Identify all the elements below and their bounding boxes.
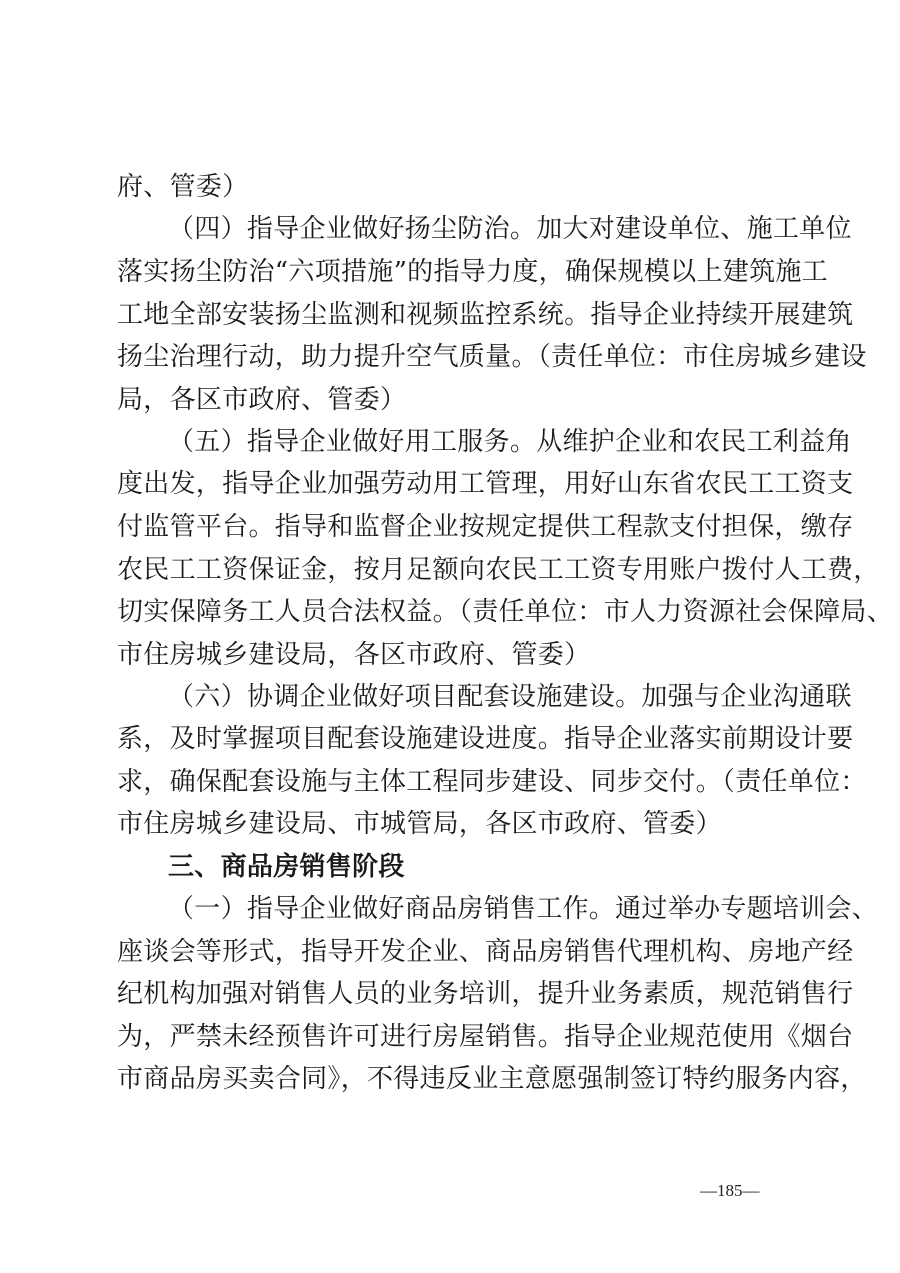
text-line: （六）协调企业做好项目配套设施建设。加强与企业沟通联 [168, 682, 852, 712]
section-heading: 三、商品房销售阶段 [168, 852, 405, 882]
text-line: 府、管委） [117, 172, 249, 202]
text-line: （四）指导企业做好扬尘防治。加大对建设单位、施工单位 [168, 214, 852, 244]
text-line: 付监管平台。指导和监督企业按规定提供工程款支付担保，缴存 [117, 512, 854, 542]
text-line: 为，严禁未经预售许可进行房屋销售。指导企业规范使用《烟台 [117, 1022, 854, 1052]
text-line: 落实扬尘防治“六项措施”的指导力度，确保规模以上建筑施工 [117, 257, 828, 287]
text-line: 农民工工资保证金，按月足额向农民工工资专用账户拨付人工费， [117, 555, 880, 585]
text-line: 市商品房买卖合同》，不得违反业主意愿强制签订特约服务内容， [117, 1064, 867, 1094]
text-line: 求，确保配套设施与主体工程同步建设、同步交付。（责任单位： [117, 767, 867, 797]
text-line: 市住房城乡建设局，各区市政府、管委） [117, 640, 591, 670]
text-line: 工地全部安装扬尘监测和视频监控系统。指导企业持续开展建筑 [117, 300, 854, 330]
text-line: （五）指导企业做好用工服务。从维护企业和农民工利益角 [168, 427, 852, 457]
text-line: 座谈会等形式，指导开发企业、商品房销售代理机构、房地产经 [117, 937, 854, 967]
text-line: 度出发，指导企业加强劳动用工管理，用好山东省农民工工资支 [117, 469, 854, 499]
text-line: 局，各区市政府、管委） [117, 385, 407, 415]
page-number: —185— [700, 1181, 760, 1200]
text-line: 扬尘治理行动，助力提升空气质量。（责任单位：市住房城乡建设 [117, 342, 867, 372]
text-line: 市住房城乡建设局、市城管局，各区市政府、管委） [117, 809, 722, 839]
text-line: 切实保障务工人员合法权益。（责任单位：市人力资源社会保障局、 [117, 597, 894, 627]
text-line: （一）指导企业做好商品房销售工作。通过举办专题培训会、 [168, 894, 879, 924]
text-line: 纪机构加强对销售人员的业务培训，提升业务素质，规范销售行 [117, 979, 854, 1009]
text-line: 系，及时掌握项目配套设施建设进度。指导企业落实前期设计要 [117, 724, 854, 754]
